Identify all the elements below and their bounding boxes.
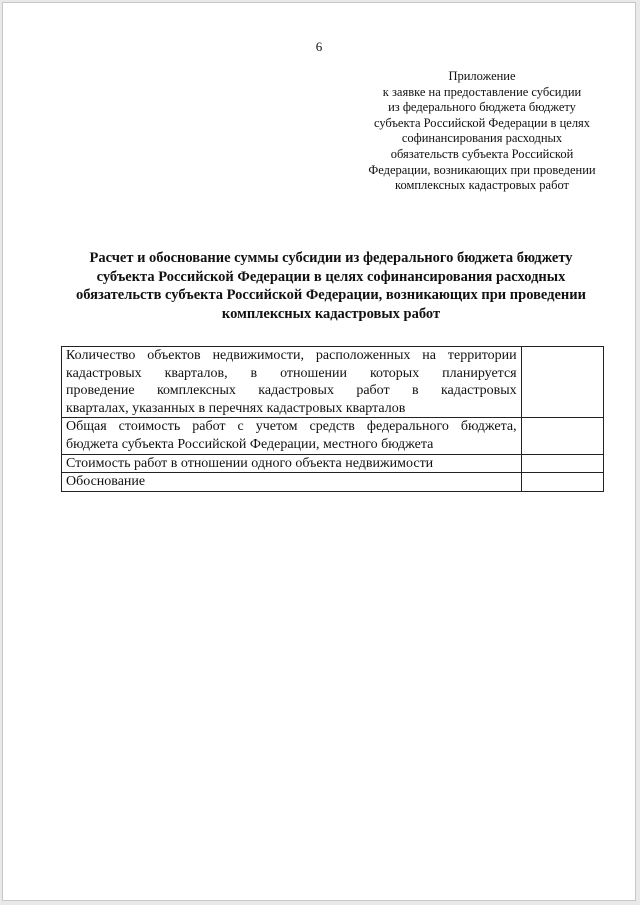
row-label-unit-cost: Стоимость работ в отношении одного объекта недвижимости — [62, 454, 522, 473]
annex-line: Федерации, возникающих при проведении — [368, 162, 596, 177]
title-line: Расчет и обоснование суммы субсидии из федерального бюджета бюджету — [89, 250, 573, 266]
row-value-unit-cost[interactable] — [521, 454, 603, 473]
annex-line: Приложение — [448, 69, 516, 83]
annex-line: софинансирования расходных — [401, 131, 563, 146]
table-row — [62, 473, 604, 492]
row-value-total-cost[interactable] — [521, 418, 603, 454]
page-number: 6 — [315, 39, 323, 54]
annex-line: обязательств субъекта Российской — [390, 146, 574, 161]
table-row — [62, 418, 604, 454]
table-row — [62, 347, 604, 418]
title-line: комплексных кадастровых работ — [221, 305, 441, 322]
table-row — [62, 454, 604, 473]
row-label-justification: Обоснование — [62, 473, 522, 492]
document-page — [2, 2, 636, 901]
annex-line: к заявке на предоставление субсидии — [382, 84, 582, 99]
title-line: субъекта Российской Федерации в целях софинансирования расходных — [96, 268, 566, 285]
title-line: обязательств субъекта Российской Федерации, возникающих при проведении — [76, 287, 586, 303]
row-label-total-cost: Общая стоимость работ с учетом средств федерального бюджета, бюджета субъекта Российской Федерации, местного бюджета — [62, 418, 522, 454]
row-value-justification[interactable] — [521, 473, 603, 492]
document-title — [43, 249, 619, 323]
row-value-property-count[interactable] — [521, 347, 603, 418]
annex-line: субъекта Российской Федерации в целях — [373, 115, 591, 130]
row-label-property-count: Количество объектов недвижимости, расположенных на территории кадастровых кварталов, в отношении которых планируется проведение комплексных кадастровых работ в кадастровых кварталах, указанных в перечнях кадастровых кварталов — [62, 347, 522, 418]
annex-note — [351, 69, 613, 194]
annex-line: из федерального бюджета бюджету — [388, 100, 576, 115]
calculation-table — [61, 346, 604, 492]
annex-line: комплексных кадастровых работ — [395, 178, 569, 193]
